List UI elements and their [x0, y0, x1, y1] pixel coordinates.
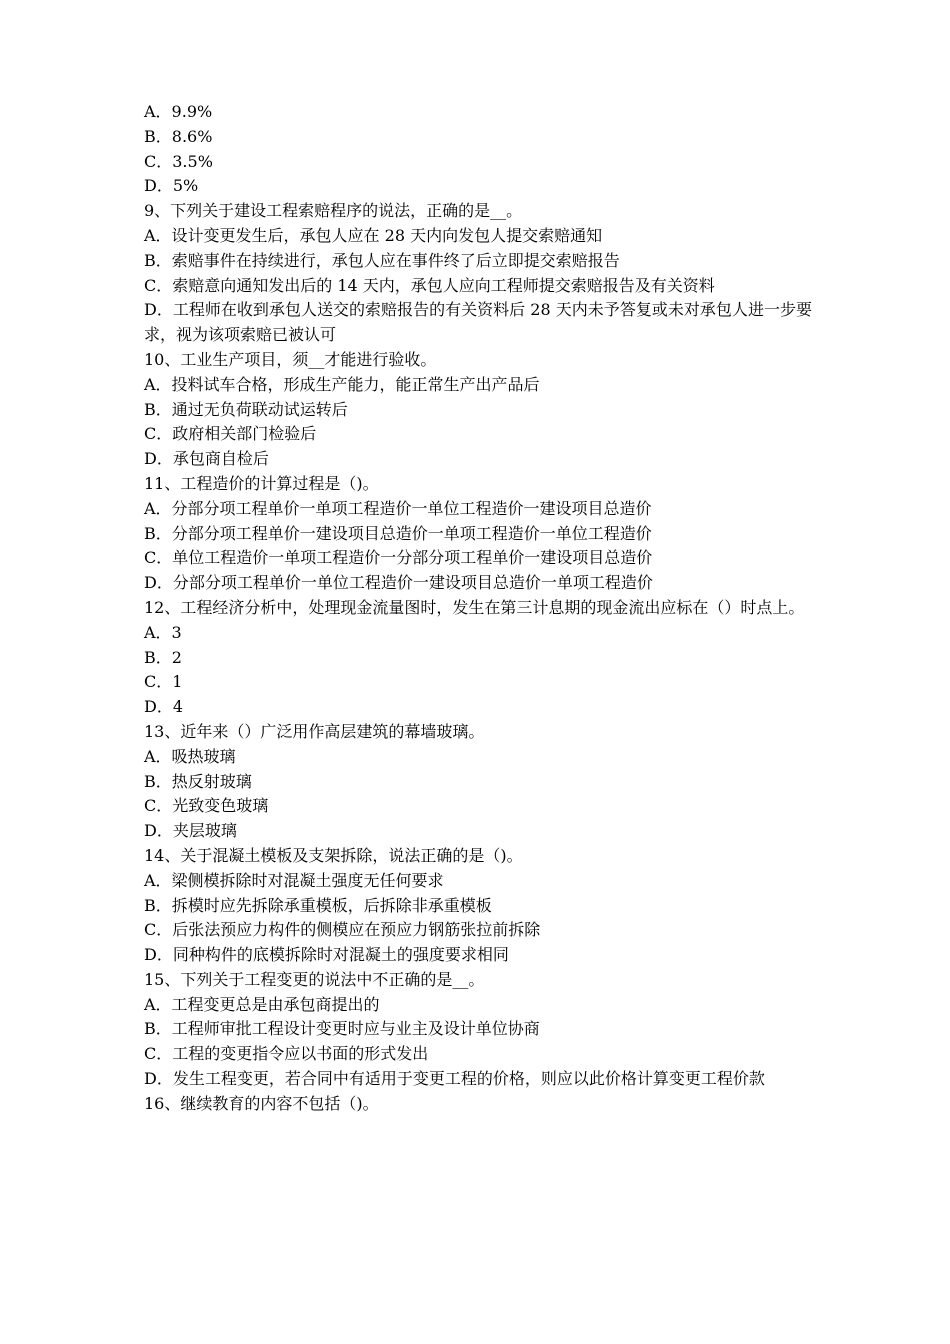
- answer-option: D．4: [144, 697, 184, 717]
- answer-option: D．5%: [144, 176, 199, 196]
- question-text: 14、关于混凝土模板及支架拆除，说法正确的是（)。: [144, 845, 523, 865]
- question-text: 15、下列关于工程变更的说法中不正确的是__。: [144, 969, 485, 989]
- answer-option: A．吸热玻璃: [144, 746, 236, 766]
- answer-option: C．工程的变更指令应以书面的形式发出: [144, 1044, 429, 1064]
- answer-option: C．单位工程造价一单项工程造价一分部分项工程单价一建设项目总造价: [144, 548, 653, 568]
- answer-option: C．索赔意向通知发出后的 14 天内，承包人应向工程师提交索赔报告及有关资料: [144, 275, 715, 295]
- answer-option: A．投料试车合格，形成生产能力，能正常生产出产品后: [144, 374, 540, 394]
- answer-option: C．1: [144, 672, 183, 692]
- question-text: 9、下列关于建设工程索赔程序的说法，正确的是__。: [144, 201, 523, 221]
- answer-option: A．梁侧模拆除时对混凝土强度无任何要求: [144, 870, 444, 890]
- answer-option: B．分部分项工程单价一建设项目总造价一单项工程造价一单位工程造价: [144, 523, 652, 543]
- answer-option: D．夹层玻璃: [144, 821, 237, 841]
- question-text: 13、近年来（）广泛用作高层建筑的幕墙玻璃。: [144, 721, 485, 741]
- answer-option: D．工程师在收到承包人送交的索赔报告的有关资料后 28 天内未予答复或未对承包人进一步要求，视为该项索赔已被认可: [144, 300, 812, 345]
- answer-option: C．3.5%: [144, 151, 213, 171]
- answer-option: A．9.9%: [144, 102, 213, 121]
- answer-option: B．索赔事件在持续进行，承包人应在事件终了后立即提交索赔报告: [144, 250, 620, 270]
- answer-option: B．工程师审批工程设计变更时应与业主及设计单位协商: [144, 1019, 540, 1039]
- answer-option: C．政府相关部门检验后: [144, 424, 317, 444]
- answer-option: A．工程变更总是由承包商提出的: [144, 994, 380, 1014]
- answer-option: B．通过无负荷联动试运转后: [144, 399, 348, 419]
- answer-option: A．分部分项工程单价一单项工程造价一单位工程造价一建设项目总造价: [144, 498, 652, 518]
- answer-option: B．热反射玻璃: [144, 771, 252, 791]
- answer-option: C．后张法预应力构件的侧模应在预应力钢筋张拉前拆除: [144, 920, 541, 940]
- answer-option: B．拆模时应先拆除承重模板，后拆除非承重模板: [144, 895, 492, 915]
- answer-option: D．发生工程变更，若合同中有适用于变更工程的价格，则应以此价格计算变更工程价款: [144, 1069, 765, 1089]
- question-text: 16、继续教育的内容不包括（)。: [144, 1093, 379, 1113]
- question-text: 11、工程造价的计算过程是（)。: [144, 473, 379, 493]
- answer-option: D．分部分项工程单价一单位工程造价一建设项目总造价一单项工程造价: [144, 573, 653, 593]
- answer-option: C．光致变色玻璃: [144, 796, 269, 816]
- answer-option: A．设计变更发生后，承包人应在 28 天内向发包人提交索赔通知: [144, 225, 603, 245]
- answer-option: D．承包商自检后: [144, 449, 269, 469]
- question-text: 10、工业生产项目，须__才能进行验收。: [144, 349, 437, 369]
- answer-option: A．3: [144, 622, 182, 642]
- question-text: 12、工程经济分析中，处理现金流量图时，发生在第三计息期的现金流出应标在（）时点上。: [144, 597, 805, 617]
- answer-option: D．同种构件的底模拆除时对混凝土的强度要求相同: [144, 945, 509, 965]
- answer-option: B．8.6%: [144, 126, 213, 146]
- answer-option: B．2: [144, 647, 182, 667]
- document-body: [144, 100, 812, 1117]
